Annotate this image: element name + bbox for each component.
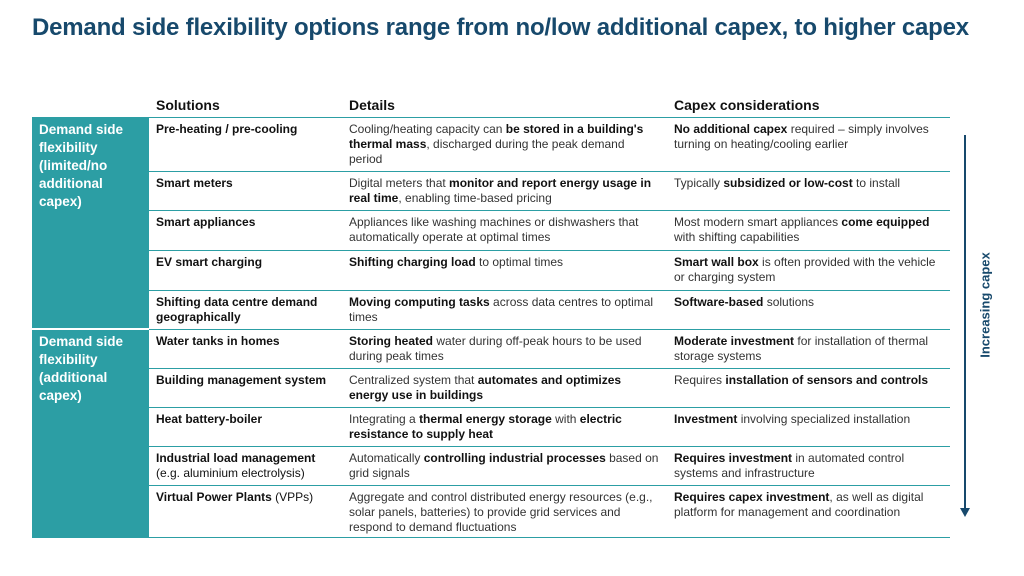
capex-cell: Requires installation of sensors and controls	[674, 373, 929, 387]
table-row	[149, 211, 950, 251]
details-cell: Shifting charging load to optimal times	[349, 255, 564, 269]
table-row	[149, 408, 950, 447]
details-cell: Digital meters that monitor and report energy usage in real time, enabling time-based pricing	[349, 176, 652, 205]
table-row	[149, 330, 950, 369]
capex-cell: Most modern smart appliances come equipped with shifting capabilities	[674, 215, 930, 244]
header-details: Details	[349, 97, 395, 113]
details-cell: Appliances like washing machines or dishwashers that automatically operate at optimal times	[349, 215, 639, 244]
details-cell: Storing heated water during off-peak hours to be used during peak times	[349, 334, 642, 363]
capex-cell: Requires capex investment, as well as digital platform for management and coordination	[674, 490, 924, 519]
table-row	[149, 251, 950, 291]
solution-cell: Virtual Power Plants (VPPs)	[156, 490, 314, 504]
solution-cell: Smart meters	[156, 176, 233, 190]
details-cell: Moving computing tasks across data centres to optimal times	[349, 295, 654, 324]
details-cell: Integrating a thermal energy storage with electric resistance to supply heat	[349, 412, 622, 441]
details-cell: Aggregate and control distributed energy resources (e.g., solar panels, batteries) to provide grid services and respond to demand fluctuations	[349, 490, 653, 534]
capex-cell: Requires investment in automated control systems and infrastructure	[674, 451, 905, 480]
table-row	[149, 118, 950, 172]
capex-arrow-label: Increasing capex	[977, 252, 993, 358]
capex-cell: Investment involving specialized installation	[674, 412, 911, 426]
table-row	[149, 172, 950, 211]
capex-arrow-line	[964, 135, 966, 510]
table-row	[149, 369, 950, 408]
capex-cell: No additional capex required – simply involves turning on heating/cooling earlier	[674, 122, 929, 151]
category-additional-capex: Demand side flexibility (additional capex)	[32, 330, 149, 538]
header-solutions: Solutions	[156, 97, 220, 113]
details-cell: Centralized system that automates and optimizes energy use in buildings	[349, 373, 622, 402]
table-row	[149, 291, 950, 330]
solution-cell: Smart appliances	[156, 215, 256, 229]
solution-cell: Building management system	[156, 373, 327, 387]
capex-cell: Typically subsidized or low-cost to install	[674, 176, 901, 190]
category-limited-capex: Demand side flexibility (limited/no additional capex)	[32, 118, 149, 328]
solution-cell: Shifting data centre demand geographically	[156, 295, 318, 324]
solution-cell: Heat battery-boiler	[156, 412, 263, 426]
table-row	[149, 486, 950, 538]
page-title: Demand side flexibility options range from no/low additional capex, to higher capex	[32, 14, 969, 41]
details-cell: Automatically controlling industrial processes based on grid signals	[349, 451, 659, 480]
solution-cell: EV smart charging	[156, 255, 263, 269]
solution-cell: Pre-heating / pre-cooling	[156, 122, 298, 136]
capex-cell: Moderate investment for installation of thermal storage systems	[674, 334, 929, 363]
capex-cell: Smart wall box is often provided with the vehicle or charging system	[674, 255, 936, 284]
solution-cell: Industrial load management (e.g. aluminium electrolysis)	[156, 451, 316, 480]
capex-cell: Software-based solutions	[674, 295, 815, 309]
arrow-down-icon	[960, 508, 970, 517]
details-cell: Cooling/heating capacity can be stored in a building's thermal mass, discharged during the peak demand period	[349, 122, 644, 166]
solution-cell: Water tanks in homes	[156, 334, 280, 348]
header-capex: Capex considerations	[674, 97, 820, 113]
table-row	[149, 447, 950, 486]
